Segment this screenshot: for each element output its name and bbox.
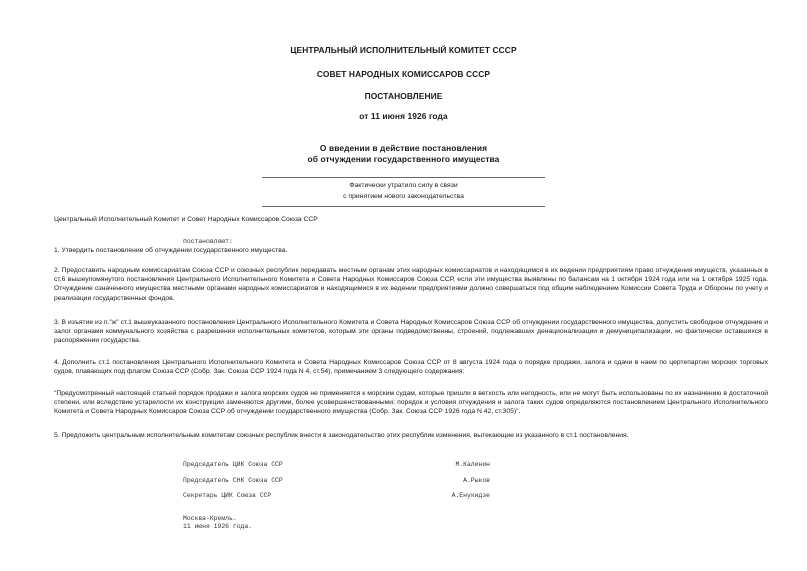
footer-date: 11 июня 1926 года. bbox=[183, 523, 253, 530]
document-date: от 11 июня 1926 года bbox=[359, 111, 448, 121]
paragraph-2: 2. Предоставить народным комиссариатам Союза ССР и союзных республик передавать местным органам этих народных комиссариатов и находящимся в их ведении предприятиям право отчуждения имуществ, указанных в ст.6 вышеупомянутого постановления Центрального Исполнительного Комитета и Совета Народных Комиссаров Союза ССР, если эти имущества выявлены по балансам на 1 октября 1924 года или на 1 октября 1925 года. Отчуждение означенного имущества местными органами народных комиссариатов и находящимися в их ведении предприятиями должно совершаться под общим наблюдением Комиссии Совета Труда и Обороны по учету и реализации государственных фондов. bbox=[54, 267, 768, 302]
paragraph-5: 5. Предложить центральным исполнительным комитетам союзных республик внести в законодательство этих республик изменения, вытекающие из указанного в ст.1 постановления. bbox=[54, 432, 629, 439]
org-title-snk: СОВЕТ НАРОДНЫХ КОМИССАРОВ СССР bbox=[316, 69, 491, 79]
signature-role: Председатель ЦИК Союза ССР bbox=[183, 461, 283, 468]
org-title-cik: ЦЕНТРАЛЬНЫЙ ИСПОЛНИТЕЛЬНЫЙ КОМИТЕТ СССР bbox=[290, 45, 517, 55]
paragraph-3: 3. В изъятие из п."ж" ст.1 вышеуказанного постановления Центрального Исполнительного Комитета и Совета Народных Комиссаров Союза ССР об отчуждении государственного имущества, допустить свободное отчуждение и залог органами коммунального хозяйства с разрешения исполнительных комитетов, которым эти органы подведомственны, строений, подлежавших денационализации и демуниципализации, но фактически оставшихся в распоряжении государства. bbox=[54, 319, 768, 345]
document-type: ПОСТАНОВЛЕНИЕ bbox=[364, 91, 443, 101]
quote-paragraph: "Предусмотренный настоящей статьей порядок продажи и залога морских судов не применяется к морским судам, которые пришли в ветхость или негодность, или не могут быть использованы по их назначению в достаточной степени, или вследствие устарелости их конструкции заменяются другими, более усовершенствованными; порядок и условия отчуждения и залога таких судов определяются постановлением Центрального Исполнительного Комитета и Совета Народных Комиссаров Союза ССР об отчуждении государственного имущества (Собр. Зак. Союза ССР 1926 года N 42, ст.305)". bbox=[54, 390, 768, 416]
divider-top bbox=[262, 177, 545, 178]
paragraph-1: 1. Утвердить постановление об отчуждении государственного имущества. bbox=[54, 247, 288, 254]
resolves-text: постановляют: bbox=[183, 238, 233, 245]
status-note-line-2: с принятием нового законодательства bbox=[343, 193, 464, 200]
signature-role: Секретарь ЦИК Союза ССР bbox=[183, 492, 272, 499]
signature-name: М.Калинин bbox=[455, 461, 490, 468]
status-note-line-1: Фактически утратило силу в связи bbox=[349, 182, 458, 189]
document-title-line-1: О введении в действие постановления bbox=[319, 143, 488, 153]
signature-role: Председатель СНК Союза ССР bbox=[183, 477, 283, 484]
divider-bottom bbox=[262, 206, 545, 207]
paragraph-4: 4. Дополнить ст.1 постановления Центрального Исполнительного Комитета и Совета Народных Комиссаров Союза ССР от 8 августа 1924 года о порядке продажи, залога и сдачи в наем по цертепартии морских торговых судов, плавающих под флагом Союза ССР (Собр. Зак. Союза ССР 1924 года N 4, ст.54), примечанием 3 следующего содержания: bbox=[54, 359, 768, 376]
signature-name: А.Рыков bbox=[463, 477, 490, 484]
document-title-line-2: об отчуждении государственного имущества bbox=[307, 154, 500, 164]
intro-text: Центральный Исполнительный Комитет и Совет Народных Комиссаров Союза ССР bbox=[54, 216, 318, 223]
footer-place: Москва-Кремль. bbox=[183, 515, 237, 522]
signature-name: А.Енукидзе bbox=[451, 492, 490, 499]
